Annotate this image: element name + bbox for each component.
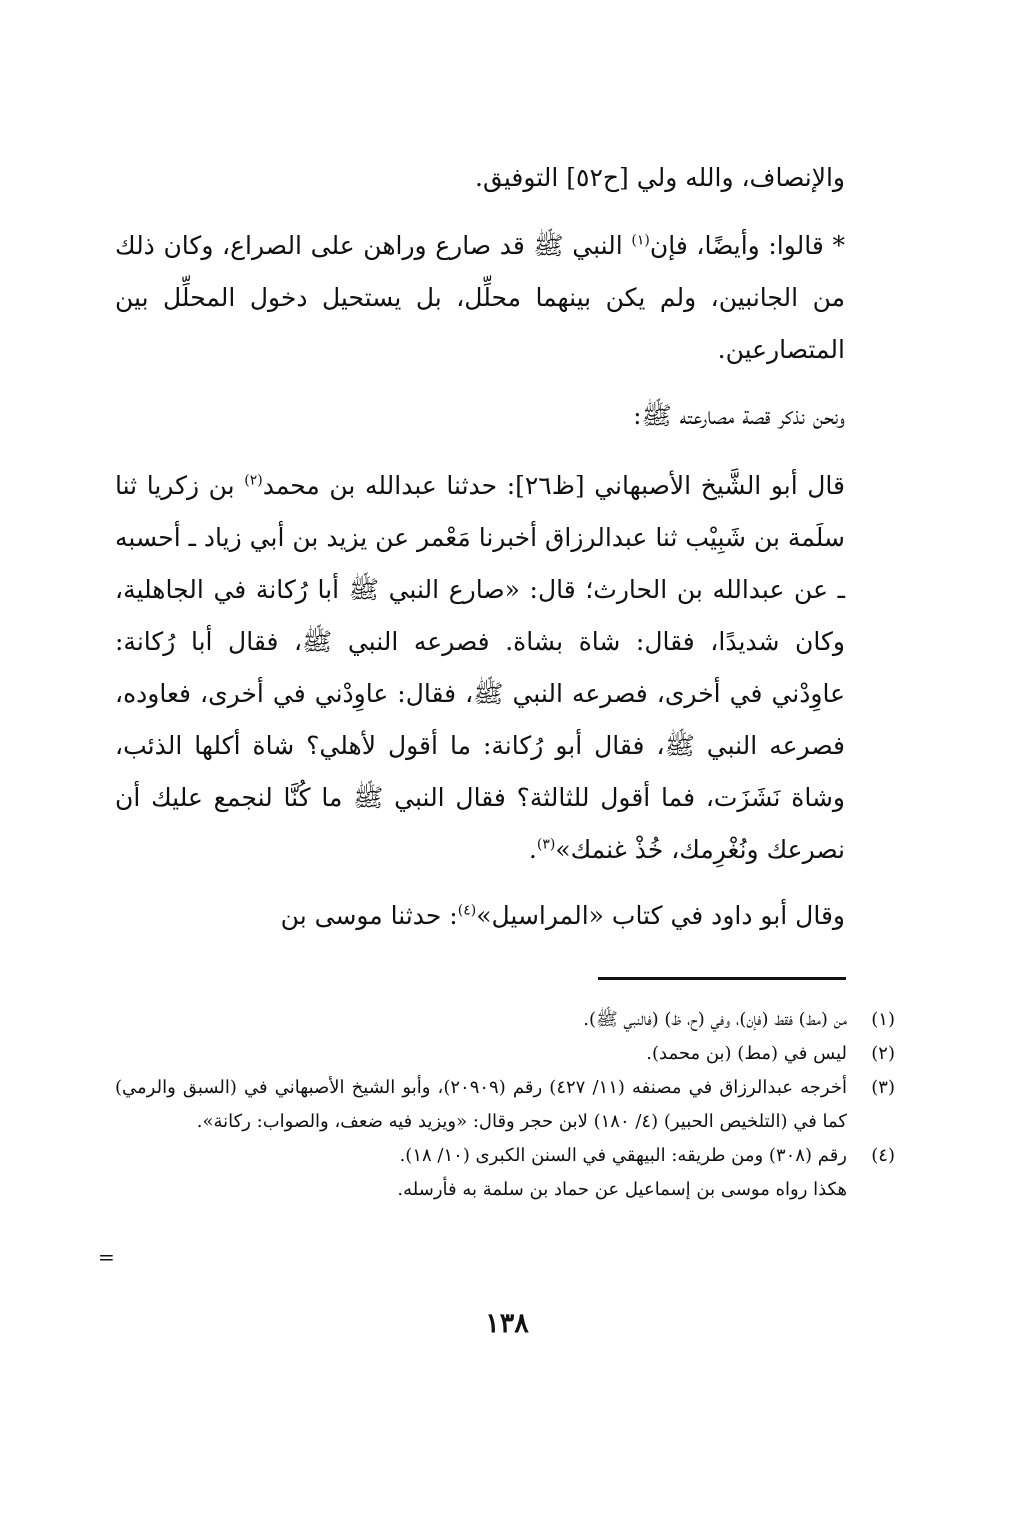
footnote-3 (115, 1071, 895, 1139)
paragraph-4-text-b: : حدثنا موسى بن (280, 901, 458, 930)
paragraph-3-text-b: بن زكريا ثنا سلَمة بن شَبِيْب ثنا عبدالرزاق أخبرنا مَعْمر عن يزيد بن أبي زياد ـ أحسبه ـ عن عبدالله بن الحارث؛ قال: «صارع النبي ﷺ أبا رُكانة في الجاهلية، وكان شديدًا، فقال: شاة بشاة. فصرعه النبي ﷺ، فقال أبا رُكانة: عاوِدْني في أخرى، فصرعه النبي ﷺ، فقال: عاوِدْني في أخرى، فعاوده، فصرعه النبي ﷺ، فقال أبو رُكانة: ما أقول لأهلي؟ شاة أكلها الذئب، وشاة نَشَزَت، فما أقول للثالثة؟ فقال النبي ﷺ ما كُنَّا لنجمع عليك أن نصرعك ونُغْرِمك، خُذْ غنمك» (115, 471, 845, 864)
footnote-number: (٤) (871, 1145, 895, 1166)
paragraph-4 (115, 890, 845, 942)
footnote-text: رقم (٣٠٨) ومن طريقه: البيهقي في السنن الكبرى (١٠/ ١٨). (399, 1145, 847, 1166)
footnote-1 (115, 1003, 895, 1037)
paragraph-0 (115, 152, 845, 204)
footnote-ref-2: (٢) (244, 472, 263, 489)
footnote-ref-4: (٤) (457, 902, 477, 919)
page-number: ١٣٨ (485, 1308, 529, 1339)
footnote-number: (٣) (871, 1077, 895, 1098)
paragraph-2 (115, 390, 845, 442)
footnote-number: (١) (871, 1009, 895, 1030)
footnote-4 (115, 1139, 895, 1173)
paragraph-3-text-c: . (528, 835, 537, 864)
footnote-separator (598, 977, 846, 980)
paragraph-0-text: والإنصاف، والله ولي [ح٥٢] التوفيق. (475, 163, 845, 192)
footnote-continuation: هكذا رواه موسى بن إسماعيل عن حماد بن سلمة به فأرسله. (397, 1179, 847, 1200)
footnote-number: (٢) (871, 1043, 895, 1064)
paragraph-4-text-a: وقال أبو داود في كتاب «المراسيل» (476, 901, 845, 930)
continuation-mark: = (98, 1245, 115, 1269)
paragraph-1 (115, 220, 845, 376)
footnote-ref-1: (١) (631, 232, 650, 249)
footnotes-section (115, 1003, 895, 1207)
paragraph-2-text: ونحن نذكر قصة مصارعته ﷺ: (633, 401, 845, 430)
footnote-2 (115, 1037, 895, 1071)
paragraph-3 (115, 460, 845, 876)
paragraph-3-text-a: قال أبو الشَّيخ الأصبهاني [ظ٢٦]: حدثنا عبدالله بن محمد (262, 471, 845, 500)
footnote-ref-3: (٣) (536, 836, 556, 853)
main-text-body (115, 152, 845, 956)
paragraph-1-text-a: * قالوا: وأيضًا، فإن (649, 231, 845, 260)
footnote-text: من (مط) فقط (فإن)، وفي (ح، ظ) (فالنبي ﷺ). (583, 1009, 847, 1030)
footnote-text: أخرجه عبدالرزاق في مصنفه (١١/ ٤٢٧) رقم (٢٠٩٠٩)، وأبو الشيخ الأصبهاني في (السبق والرمي) كما في (التلخيص الحبير) (٤/ ١٨٠) لابن حجر وقال: «ويزيد فيه ضعف، والصواب: ركانة». (115, 1077, 847, 1132)
footnote-text: ليس في (مط) (بن محمد). (646, 1043, 847, 1064)
paragraph-1-text-b: النبي ﷺ قد صارع وراهن على الصراع، وكان ذلك من الجانبين، ولم يكن بينهما محلِّل، بل يستحيل دخول المحلِّل بين المتصارعين. (115, 231, 845, 364)
